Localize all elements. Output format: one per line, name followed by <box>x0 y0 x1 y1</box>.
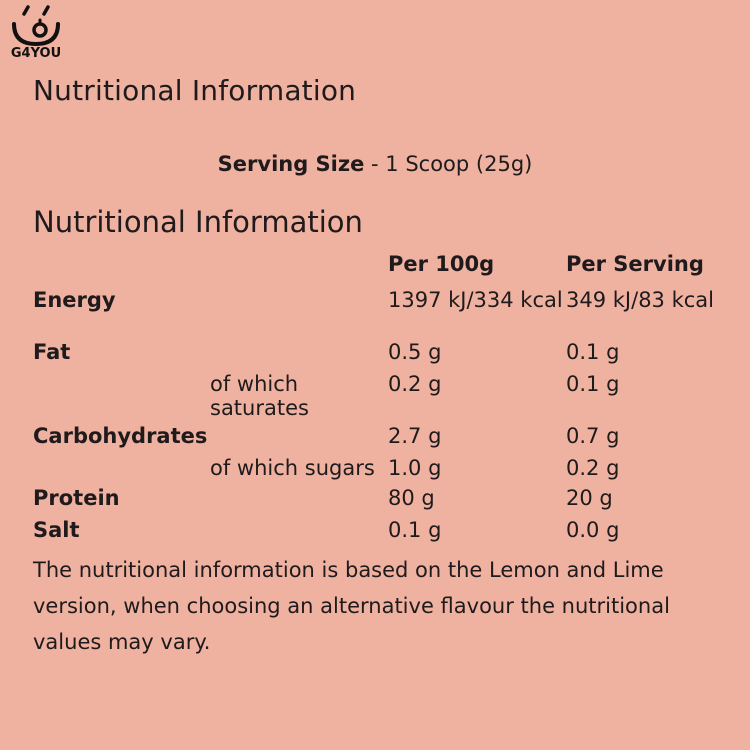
disclaimer-note: The nutritional information is based on the Lemon and Lime version, when choosing an alternative flavour the nutritional values may vary. <box>33 558 670 654</box>
per-serving-value: 0.2 g <box>566 456 620 480</box>
per-100g-value: 0.2 g <box>388 372 442 396</box>
per-serving-value: 0.0 g <box>566 518 620 542</box>
nutrient-name: Energy <box>33 288 116 312</box>
header-nutrient <box>33 248 210 288</box>
nutrient-sub <box>210 486 388 518</box>
per-100g-value: 0.1 g <box>388 518 442 542</box>
nutrient-name: Protein <box>33 486 120 510</box>
page-title: Nutritional Information <box>33 74 357 107</box>
nutrient-sub <box>210 288 388 340</box>
table-row <box>33 372 745 424</box>
serving-size <box>0 152 750 176</box>
nutrient-name <box>33 372 210 424</box>
per-100g-value: 1397 kJ/334 kcal <box>388 288 563 312</box>
per-serving-value: 349 kJ/83 kcal <box>566 288 714 312</box>
table-row <box>33 456 745 486</box>
nutrient-name: Fat <box>33 340 71 364</box>
nutrient-sub <box>210 518 388 550</box>
table-row <box>33 288 745 340</box>
table-row <box>33 340 745 372</box>
nutrient-name: Salt <box>33 518 80 542</box>
per-100g-value: 1.0 g <box>388 456 442 480</box>
nutrient-name <box>33 456 210 486</box>
per-serving-value: 0.1 g <box>566 340 620 364</box>
serving-size-value: - 1 Scoop (25g) <box>364 152 533 176</box>
nutrition-table <box>33 248 745 550</box>
header-per-serving: Per Serving <box>566 252 704 276</box>
per-100g-value: 0.5 g <box>388 340 442 364</box>
nutrient-sub: of which saturates <box>210 372 309 420</box>
serving-size-label: Serving Size <box>217 152 365 176</box>
table-row <box>33 424 745 456</box>
logo-text: G4YOU <box>10 46 62 61</box>
per-100g-value: 80 g <box>388 486 435 510</box>
header-per-100g: Per 100g <box>388 252 495 276</box>
per-serving-value: 20 g <box>566 486 613 510</box>
per-serving-value: 0.1 g <box>566 372 620 396</box>
nutrient-name: Carbohydrates <box>33 424 208 448</box>
nutrient-sub <box>210 340 388 372</box>
table-header-row <box>33 248 745 288</box>
table-title: Nutritional Information <box>33 205 363 239</box>
nutrient-sub: of which sugars <box>210 456 375 480</box>
table-row <box>33 518 745 550</box>
smiley-logo-icon <box>10 2 62 48</box>
per-100g-value: 2.7 g <box>388 424 442 448</box>
table-row <box>33 486 745 518</box>
per-serving-value: 0.7 g <box>566 424 620 448</box>
nutrient-sub <box>210 424 388 456</box>
brand-logo <box>8 2 64 66</box>
header-sub <box>210 248 388 288</box>
